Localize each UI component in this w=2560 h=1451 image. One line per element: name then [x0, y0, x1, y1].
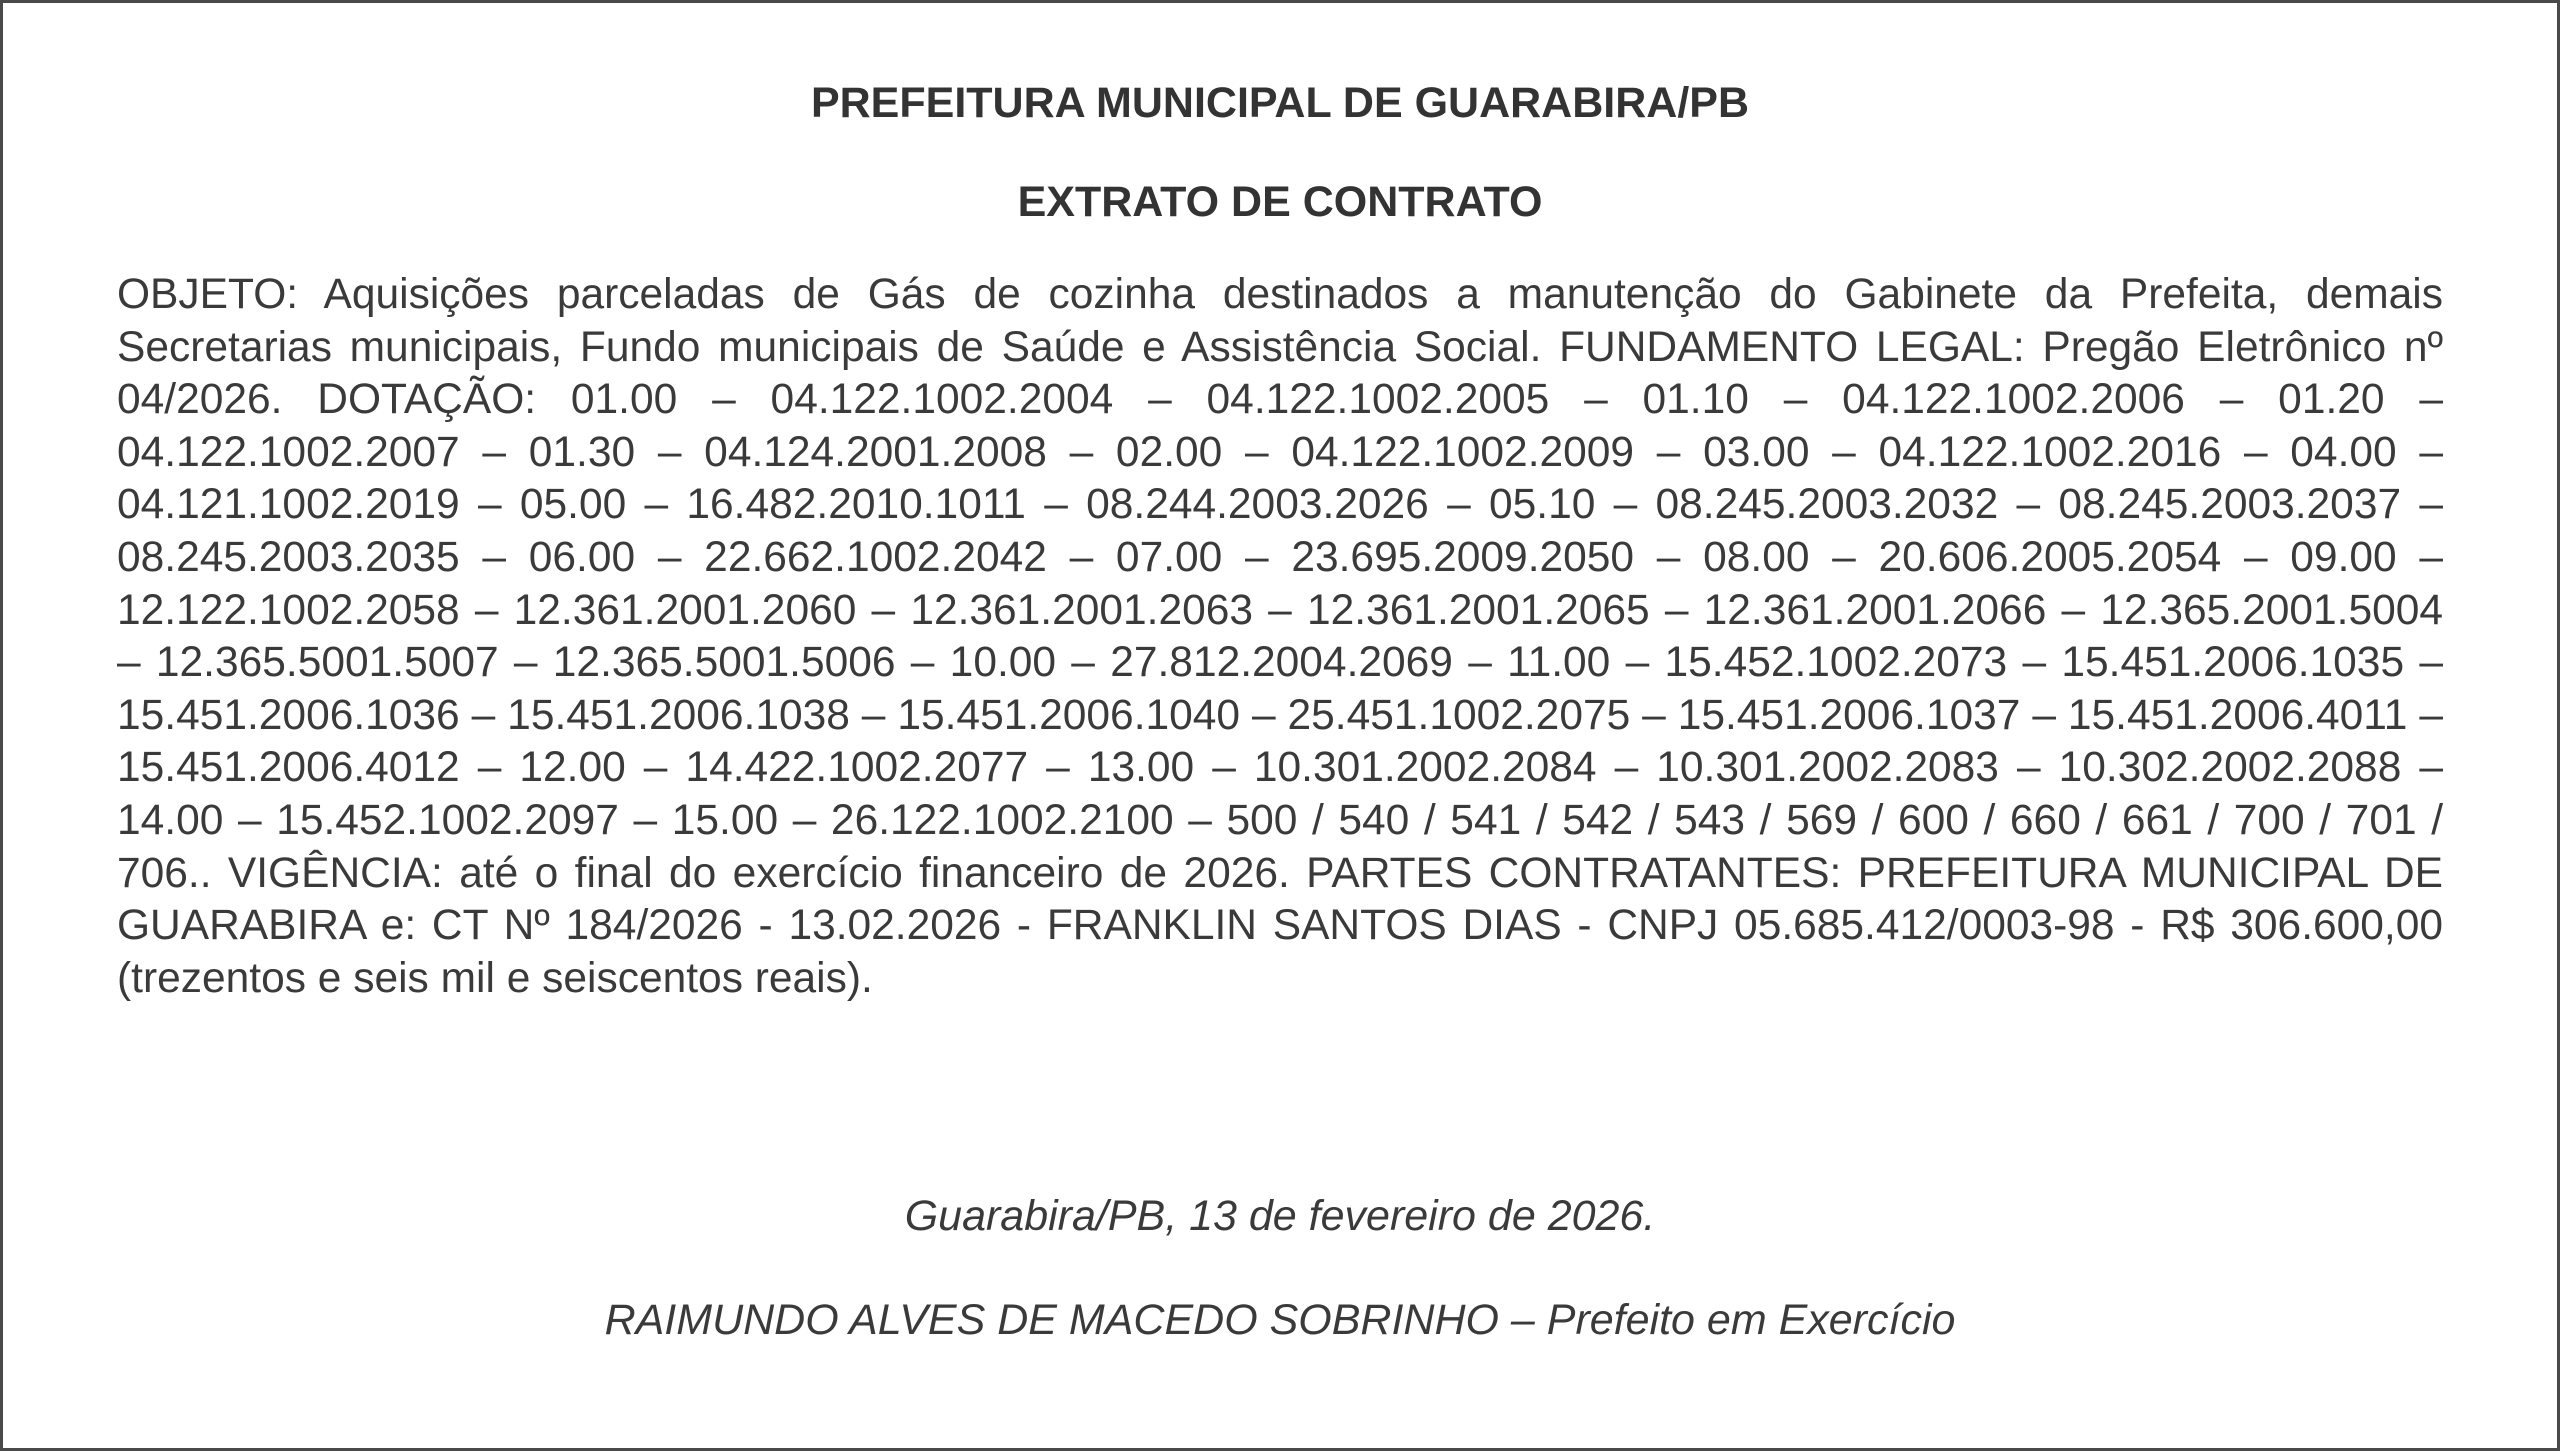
signature-line: RAIMUNDO ALVES DE MACEDO SOBRINHO – Prefeito em Exercício: [604, 1296, 1956, 1344]
document-type-heading: EXTRATO DE CONTRATO: [1017, 178, 1543, 226]
notice-content: [117, 79, 2443, 1005]
place-date-line: Guarabira/PB, 13 de fevereiro de 2026.: [904, 1192, 1656, 1240]
contract-summary-paragraph: OBJETO: Aquisições parceladas de Gás de cozinha destinados a manutenção do Gabinete da Prefeita, demais Secretarias municipais, Fundo municipais de Saúde e Assistência Social. FUNDAMENTO LEGAL: Pregão Eletrônico nº 04/2026. DOTAÇÃO: 01.00 – 04.122.1002.2004 – 04.122.1002.2005 – 01.10 – 04.122.1002.2006 – 01.20 – 04.122.1002.2007 – 01.30 – 04.124.2001.2008 – 02.00 – 04.122.1002.2009 – 03.00 – 04.122.1002.2016 – 04.00 – 04.121.1002.2019 – 05.00 – 16.482.2010.1011 – 08.244.2003.2026 – 05.10 – 08.245.2003.2032 – 08.245.2003.2037 – 08.245.2003.2035 – 06.00 – 22.662.1002.2042 – 07.00 – 23.695.2009.2050 – 08.00 – 20.606.2005.2054 – 09.00 – 12.122.1002.2058 – 12.361.2001.2060 – 12.361.2001.2063 – 12.361.2001.2065 – 12.361.2001.2066 – 12.365.2001.5004 – 12.365.5001.5007 – 12.365.5001.5006 – 10.00 – 27.812.2004.2069 – 11.00 – 15.452.1002.2073 – 15.451.2006.1035 – 15.451.2006.1036 – 15.451.2006.1038 – 15.451.2006.1040 – 25.451.1002.2075 – 15.451.2006.1037 – 15.451.2006.4011 – 15.451.2006.4012 – 12.00 – 14.422.1002.2077 – 13.00 – 10.301.2002.2084 – 10.301.2002.2083 – 10.302.2002.2088 – 14.00 – 15.452.1002.2097 – 15.00 – 26.122.1002.2100 – 500 / 540 / 541 / 542 / 543 / 569 / 600 / 660 / 661 / 700 / 701 / 706.. VIGÊNCIA: até o final do exercício financeiro de 2026. PARTES CONTRATANTES: PREFEITURA MUNICIPAL DE GUARABIRA e: CT Nº 184/2026 - 13.02.2026 - FRANKLIN SANTOS DIAS - CNPJ 05.685.412/0003-98 - R$ 306.600,00 (trezentos e seis mil e seiscentos reais).: [117, 271, 2443, 1002]
authority-heading: PREFEITURA MUNICIPAL DE GUARABIRA/PB: [810, 79, 1750, 127]
